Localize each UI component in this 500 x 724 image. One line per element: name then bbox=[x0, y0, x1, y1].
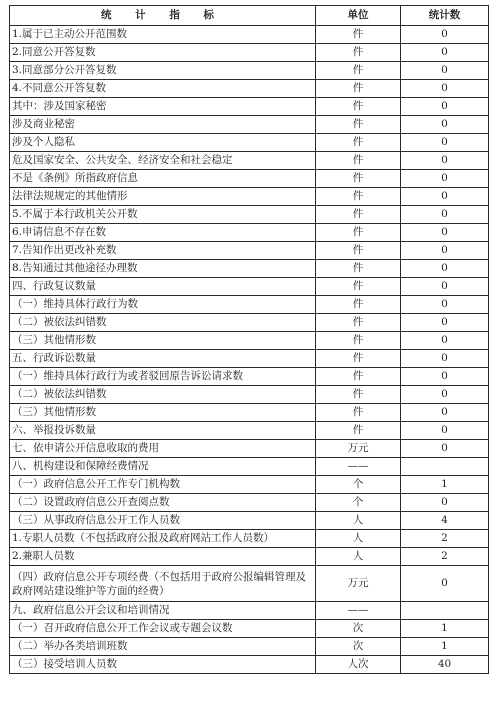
row-item-label: 危及国家安全、公共安全、经济安全和社会稳定 bbox=[10, 152, 316, 170]
row-item-label: 2.兼职人员数 bbox=[10, 548, 316, 566]
table-row bbox=[10, 206, 489, 224]
row-item-label: 六、举报投诉数量 bbox=[10, 422, 316, 440]
row-count: 2 bbox=[401, 530, 489, 548]
row-count: 0 bbox=[401, 116, 489, 134]
row-count: 0 bbox=[401, 224, 489, 242]
table-row bbox=[10, 440, 489, 458]
row-item-label: 涉及个人隐私 bbox=[10, 134, 316, 152]
row-unit: 件 bbox=[316, 206, 401, 224]
row-item-label: （二）设置政府信息公开查阅点数 bbox=[10, 494, 316, 512]
row-item-label: 8.告知通过其他途径办理数 bbox=[10, 260, 316, 278]
row-unit: 万元 bbox=[316, 566, 401, 602]
row-item-label: 四、行政复议数量 bbox=[10, 278, 316, 296]
row-item-label: 九、政府信息公开会议和培训情况 bbox=[10, 602, 316, 620]
row-unit: 件 bbox=[316, 62, 401, 80]
row-unit: 件 bbox=[316, 224, 401, 242]
row-item-label: 涉及商业秘密 bbox=[10, 116, 316, 134]
row-item-label: 6.申请信息不存在数 bbox=[10, 224, 316, 242]
table-row bbox=[10, 242, 489, 260]
row-count: 0 bbox=[401, 404, 489, 422]
row-unit: 次 bbox=[316, 638, 401, 656]
header-count: 统计数 bbox=[401, 6, 489, 26]
row-item-label: （一）维持具体行政行为数 bbox=[10, 296, 316, 314]
row-unit: —— bbox=[316, 458, 401, 476]
table-row bbox=[10, 224, 489, 242]
table-row bbox=[10, 458, 489, 476]
row-count: 0 bbox=[401, 314, 489, 332]
row-count: 1 bbox=[401, 620, 489, 638]
row-unit: 件 bbox=[316, 296, 401, 314]
statistics-sheet bbox=[9, 5, 488, 674]
row-unit: 万元 bbox=[316, 440, 401, 458]
row-count: 1 bbox=[401, 638, 489, 656]
row-count: 0 bbox=[401, 296, 489, 314]
row-item-label: （二）举办各类培训班数 bbox=[10, 638, 316, 656]
row-item-label: 5.不属于本行政机关公开数 bbox=[10, 206, 316, 224]
row-unit: 次 bbox=[316, 620, 401, 638]
table-row bbox=[10, 152, 489, 170]
row-count: 0 bbox=[401, 368, 489, 386]
row-unit: 人 bbox=[316, 512, 401, 530]
row-unit: 件 bbox=[316, 242, 401, 260]
row-count: 0 bbox=[401, 80, 489, 98]
row-count: 0 bbox=[401, 440, 489, 458]
row-count: 0 bbox=[401, 494, 489, 512]
row-item-label: 八、机构建设和保障经费情况 bbox=[10, 458, 316, 476]
row-unit: 件 bbox=[316, 422, 401, 440]
row-item-label: （二）被依法纠错数 bbox=[10, 314, 316, 332]
header-unit: 单位 bbox=[316, 6, 401, 26]
row-count: 0 bbox=[401, 26, 489, 44]
row-unit: 个 bbox=[316, 476, 401, 494]
row-unit: 件 bbox=[316, 386, 401, 404]
table-row bbox=[10, 620, 489, 638]
row-unit: 件 bbox=[316, 260, 401, 278]
row-count: 0 bbox=[401, 260, 489, 278]
row-count: 1 bbox=[401, 476, 489, 494]
row-unit: 件 bbox=[316, 26, 401, 44]
table-row bbox=[10, 494, 489, 512]
row-item-label: 不是《条例》所指政府信息 bbox=[10, 170, 316, 188]
table-row bbox=[10, 656, 489, 674]
row-unit: 件 bbox=[316, 368, 401, 386]
table-row bbox=[10, 404, 489, 422]
row-item-label: 4.不同意公开答复数 bbox=[10, 80, 316, 98]
table-row bbox=[10, 566, 489, 602]
row-count: 0 bbox=[401, 134, 489, 152]
row-count: 0 bbox=[401, 332, 489, 350]
row-unit: 个 bbox=[316, 494, 401, 512]
row-item-label: 1.专职人员数（不包括政府公报及政府网站工作人员数） bbox=[10, 530, 316, 548]
row-item-label: 7.告知作出更改补充数 bbox=[10, 242, 316, 260]
table-row bbox=[10, 368, 489, 386]
table-row bbox=[10, 314, 489, 332]
row-unit: 件 bbox=[316, 116, 401, 134]
row-item-label: 法律法规规定的其他情形 bbox=[10, 188, 316, 206]
row-count bbox=[401, 602, 489, 620]
row-unit: 件 bbox=[316, 44, 401, 62]
row-count: 0 bbox=[401, 206, 489, 224]
row-count: 4 bbox=[401, 512, 489, 530]
row-item-label: 其中：涉及国家秘密 bbox=[10, 98, 316, 116]
row-item-label: （一）维持具体行政行为或者驳回原告诉讼请求数 bbox=[10, 368, 316, 386]
table-row bbox=[10, 44, 489, 62]
row-item-label: （一）政府信息公开工作专门机构数 bbox=[10, 476, 316, 494]
row-unit: 件 bbox=[316, 188, 401, 206]
table-row bbox=[10, 602, 489, 620]
row-unit: 件 bbox=[316, 404, 401, 422]
table-row bbox=[10, 332, 489, 350]
row-count: 0 bbox=[401, 188, 489, 206]
row-unit: 人次 bbox=[316, 656, 401, 674]
row-unit: 件 bbox=[316, 278, 401, 296]
row-count: 0 bbox=[401, 422, 489, 440]
table-row bbox=[10, 548, 489, 566]
row-count: 0 bbox=[401, 566, 489, 602]
row-item-label: 五、行政诉讼数量 bbox=[10, 350, 316, 368]
row-unit: 人 bbox=[316, 548, 401, 566]
row-count: 0 bbox=[401, 278, 489, 296]
row-item-label: （四）政府信息公开专项经费（不包括用于政府公报编辑管理及政府网站建设维护等方面的经费） bbox=[10, 566, 316, 602]
row-item-label: 1.属于已主动公开范围数 bbox=[10, 26, 316, 44]
row-item-label: （三）从事政府信息公开工作人员数 bbox=[10, 512, 316, 530]
row-unit: 件 bbox=[316, 80, 401, 98]
row-item-label: 2.同意公开答复数 bbox=[10, 44, 316, 62]
row-unit: —— bbox=[316, 602, 401, 620]
row-item-label: （三）接受培训人员数 bbox=[10, 656, 316, 674]
table-row bbox=[10, 296, 489, 314]
row-item-label: （三）其他情形数 bbox=[10, 332, 316, 350]
row-unit: 件 bbox=[316, 314, 401, 332]
table-row bbox=[10, 260, 489, 278]
table-row bbox=[10, 638, 489, 656]
row-count: 0 bbox=[401, 350, 489, 368]
row-count: 0 bbox=[401, 242, 489, 260]
table-row bbox=[10, 350, 489, 368]
row-unit: 件 bbox=[316, 332, 401, 350]
table-row bbox=[10, 98, 489, 116]
row-count: 40 bbox=[401, 656, 489, 674]
table-row bbox=[10, 512, 489, 530]
table-row bbox=[10, 530, 489, 548]
row-item-label: （一）召开政府信息公开工作会议或专题会议数 bbox=[10, 620, 316, 638]
row-count: 0 bbox=[401, 170, 489, 188]
table-row bbox=[10, 188, 489, 206]
table-row bbox=[10, 116, 489, 134]
row-count: 0 bbox=[401, 62, 489, 80]
table-row bbox=[10, 26, 489, 44]
header-item: 统 计 指 标 bbox=[10, 6, 316, 26]
table-row bbox=[10, 422, 489, 440]
row-unit: 件 bbox=[316, 134, 401, 152]
table-row bbox=[10, 386, 489, 404]
statistics-table bbox=[9, 5, 489, 674]
table-row bbox=[10, 134, 489, 152]
row-count: 2 bbox=[401, 548, 489, 566]
row-item-label: （三）其他情形数 bbox=[10, 404, 316, 422]
row-unit: 件 bbox=[316, 350, 401, 368]
row-item-label: 3.同意部分公开答复数 bbox=[10, 62, 316, 80]
row-unit: 件 bbox=[316, 152, 401, 170]
row-count: 0 bbox=[401, 98, 489, 116]
table-row bbox=[10, 62, 489, 80]
table-row bbox=[10, 170, 489, 188]
row-unit: 件 bbox=[316, 98, 401, 116]
row-unit: 件 bbox=[316, 170, 401, 188]
row-unit: 人 bbox=[316, 530, 401, 548]
table-row bbox=[10, 476, 489, 494]
table-row bbox=[10, 80, 489, 98]
row-count: 0 bbox=[401, 44, 489, 62]
row-count: 0 bbox=[401, 152, 489, 170]
header-row bbox=[10, 6, 489, 26]
row-item-label: （二）被依法纠错数 bbox=[10, 386, 316, 404]
row-count: 0 bbox=[401, 386, 489, 404]
row-item-label: 七、依申请公开信息收取的费用 bbox=[10, 440, 316, 458]
table-row bbox=[10, 278, 489, 296]
row-count bbox=[401, 458, 489, 476]
